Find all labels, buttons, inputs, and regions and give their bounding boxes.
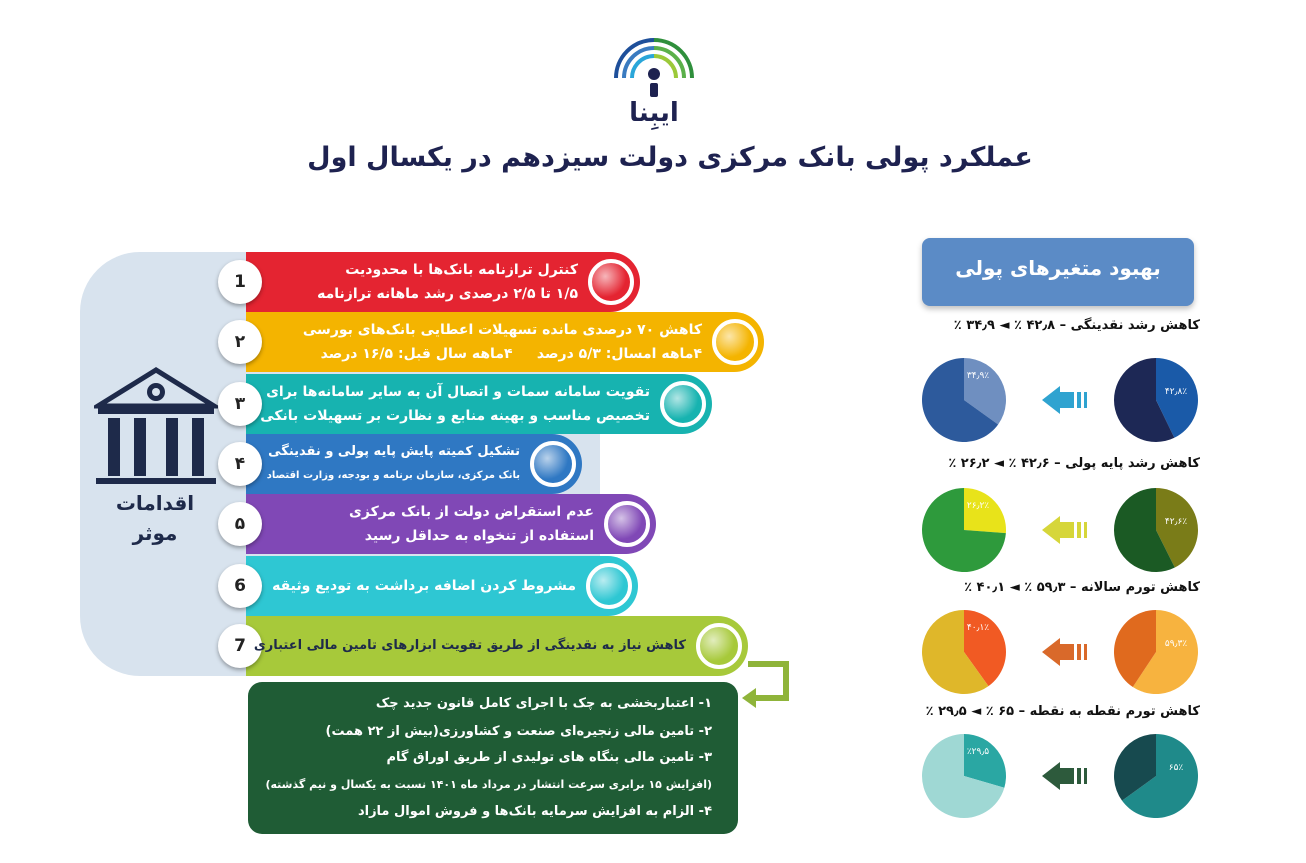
step-line2: استفاده از تنخواه به حداقل رسید: [364, 528, 594, 544]
step-number: 6: [218, 564, 262, 608]
panel-label-line1: اقدامات: [115, 491, 195, 515]
step-ball: [660, 381, 706, 427]
sub-item: (افزایش ۱۵ برابری سرعت انتشار در مرداد ماه ۱۴۰۱ نسبت به یکسال و نیم گذشته): [265, 778, 712, 791]
monetary-title: بهبود متغیرهای پولی: [955, 256, 1161, 280]
variable-label: کاهش رشد نقدینگی – ۴۲٫۸ ٪ ◄ ۳۴٫۹ ٪: [953, 318, 1200, 333]
step-ball: [604, 501, 650, 547]
variable-label: کاهش رشد پایه پولی – ۴۲٫۶ ٪ ◄ ۲۶٫۲ ٪: [948, 456, 1200, 471]
step-text: [274, 574, 576, 598]
sub-item: ۳- تامین مالی بنگاه های تولیدی از طریق اوراق گام: [386, 750, 712, 765]
connector-arrow-icon: [738, 658, 794, 708]
variable-label: کاهش تورم نقطه به نقطه – ۶۵ ٪ ◄ ۲۹٫۵ ٪: [925, 704, 1200, 719]
sub-items-box: [248, 682, 738, 834]
left-arrow-icon: [1042, 762, 1087, 790]
left-arrow-icon: [1042, 516, 1087, 544]
sub-item: ۱- اعتباربخشی به چک با اجرای کامل قانون جدید چک: [375, 696, 712, 711]
step-text: [274, 258, 578, 306]
after-pie-label: ۲۶٫۲٪: [966, 501, 990, 511]
logo: [612, 38, 696, 130]
step-ball: [712, 319, 758, 365]
panel-label: [100, 488, 210, 548]
before-pie-label: ۴۲٫۶٪: [1164, 517, 1188, 527]
step-number: ۲: [218, 320, 262, 364]
before-pie-label: ۶۵٪: [1168, 763, 1184, 773]
step-line2: تخصیص مناسب و بهینه منابع و نظارت بر تسهیلات بانکی: [260, 408, 650, 424]
step-line1: کنترل ترازنامه بانک‌ها با محدودیت: [345, 262, 578, 278]
step-line1: عدم استقراض دولت از بانک مرکزی: [349, 504, 594, 520]
step-ball: [696, 623, 742, 669]
step-line1: کاهش نیاز به نقدینگی از طریق تقویت ابزارهای تامین مالی اعتباری: [253, 638, 686, 653]
sub-item: ۲- تامین مالی زنجیره‌ای صنعت و کشاورزی(بیش از ۲۲ همت): [325, 724, 712, 739]
step-line1: تقویت سامانه سمات و اتصال آن به سایر سامانه‌ها برای: [266, 384, 650, 400]
step-number: 1: [218, 260, 262, 304]
after-pie-label: ٪۲۹٫۵: [966, 747, 990, 757]
step-text: [274, 318, 702, 366]
left-arrow-icon: [1042, 638, 1087, 666]
step-number: 7: [218, 624, 262, 668]
pie-charts: [900, 330, 1220, 830]
step-text: [253, 634, 686, 658]
step-line1: مشروط کردن اضافه برداشت به تودیع وثیقه: [272, 578, 576, 594]
step-ball: [530, 441, 576, 487]
step-3: [234, 374, 712, 434]
step-text: [260, 380, 650, 428]
step-ball: [588, 259, 634, 305]
step-line1: تشکیل کمیته پایش پایه پولی و نقدینگی: [268, 444, 520, 459]
step-text: [274, 500, 594, 548]
step-line1: کاهش ۷۰ درصدی مانده تسهیلات اعطایی بانک‌های بورسی: [302, 322, 702, 338]
step-number: ۵: [218, 502, 262, 546]
before-pie-label: ۴۲٫۸٪: [1164, 387, 1188, 397]
sub-item: ۴- الزام به افزایش سرمایه بانک‌ها و فروش اموال مازاد: [357, 804, 712, 819]
logo-text: ایبِنا: [629, 98, 679, 128]
after-pie-label: ۳۴٫۹٪: [966, 371, 990, 381]
after-pie-label: ۴۰٫۱٪: [966, 623, 990, 633]
panel-label-line2: موثر: [132, 521, 178, 545]
monetary-title-box: [922, 238, 1194, 306]
variable-label: کاهش تورم سالانه – ۵۹٫۳ ٪ ◄ ۴۰٫۱ ٪: [964, 580, 1200, 595]
step-number: ۴: [218, 442, 262, 486]
step-line2: ۱/۵ تا ۲/۵ درصدی رشد ماهانه ترازنامه: [317, 286, 578, 302]
before-pie-label: ۵۹٫۳٪: [1164, 639, 1188, 649]
step-4: [234, 434, 582, 494]
bank-icon: [94, 366, 218, 488]
step-ball: [586, 563, 632, 609]
step-line2: بانک مرکزی، سازمان برنامه و بودجه، وزارت اقتصاد: [266, 470, 520, 481]
page-title: عملکرد پولی بانک مرکزی دولت سیزدهم در یکسال اول: [307, 142, 1033, 173]
step-1: [234, 252, 640, 312]
step-2: [234, 312, 764, 372]
step-5: [234, 494, 656, 554]
step-7: [234, 616, 748, 676]
step-number: ۳: [218, 382, 262, 426]
step-6: [234, 556, 638, 616]
step-text: [266, 440, 520, 488]
left-arrow-icon: [1042, 386, 1087, 414]
step-line2: ۴ماهه امسال: ۵/۳ درصد ۴ماهه سال قبل: ۱۶/۵ درصد: [320, 346, 702, 362]
